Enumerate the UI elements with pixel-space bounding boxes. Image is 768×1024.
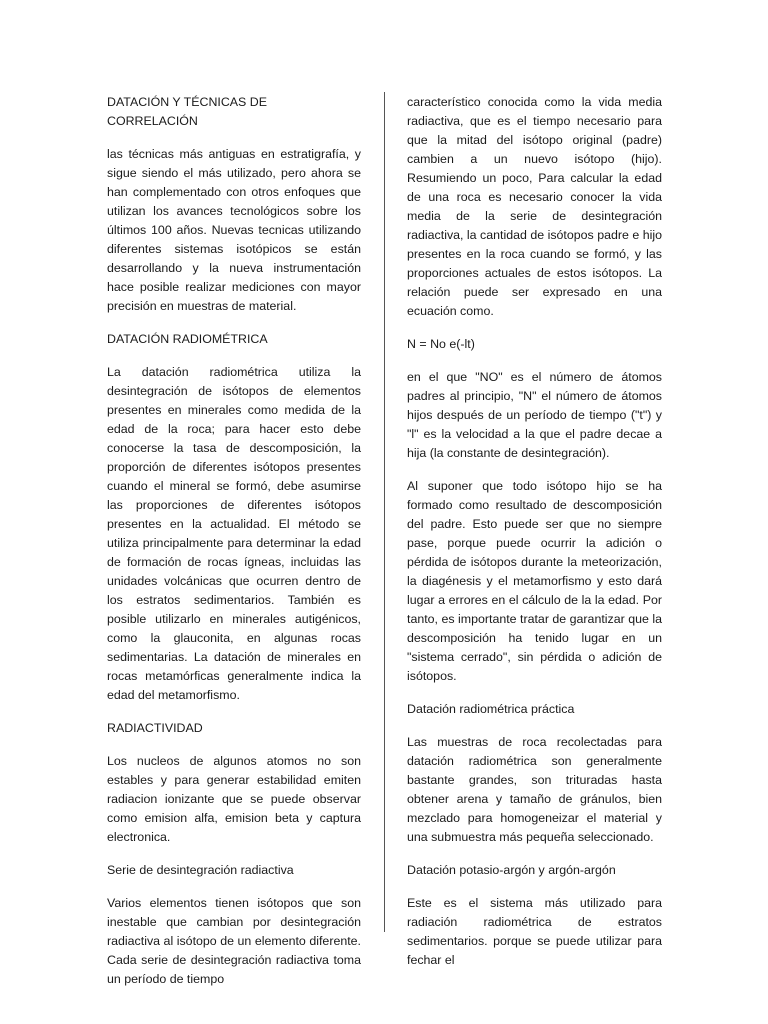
column-divider — [384, 92, 385, 932]
paragraph: en el que "NO" es el número de átomos padres al principio, "N" el número de átomos hijos después de un período de tiempo ("t") y "l" es la velocidad a la que el padre decae a hija (la constante de desintegración). — [407, 370, 662, 460]
paragraph: La datación radiométrica utiliza la desintegración de isótopos de elementos presentes en minerales como medida de la edad de la roca; para hacer esto debe conocerse la tasa de descomposición, la proporción de diferentes isótopos presentes cuando el mineral se formó, debe asumirse las proporciones de diferentes isótopos presentes en la actualidad. El método se utiliza principalmente para determinar la edad de formación de rocas ígneas, incluidas las unidades volcánicas que ocurren dentro de los estratos sedimentarios. También es posible utilizarlo en minerales autigénicos, como la glauconita, en algunas rocas sedimentarias. La datación de minerales en rocas metamórficas generalmente indica la edad del metamorfismo. — [107, 365, 361, 702]
section-heading-radiometrica: DATACIÓN RADIOMÉTRICA — [107, 332, 268, 346]
section-heading-radiactividad: RADIACTIVIDAD — [107, 721, 203, 735]
paragraph: característico conocida como la vida media radiactiva, que es el tiempo necesario para que la mitad del isótopo original (padre) cambien a un nuevo isótopo (hijo). Resumiendo un poco, Para calcular la edad de una roca es necesario conocer la vida media de la serie de desintegración radiactiva, la cantidad de isótopos padre e hijo presentes en la roca cuando se formó, y las proporciones actuales de estos isótopos. La relación puede ser expresado en una ecuación como. — [407, 95, 662, 318]
right-column — [407, 93, 662, 984]
section-heading-potasio-argon: Datación potasio-argón y argón-argón — [407, 863, 616, 877]
left-column — [107, 93, 361, 1003]
paragraph: Varios elementos tienen isótopos que son inestable que cambian por desintegración radiactiva al isótopo de un elemento diferente. Cada serie de desintegración radiactiva toma un período de tiempo — [107, 896, 361, 986]
paragraph: las técnicas más antiguas en estratigrafía, y sigue siendo el más utilizado, pero ahora se han complementado con otros enfoques que utilizan los avances tecnológicos sobre los últimos 100 años. Nuevas tecnicas utilizando diferentes sistemas isotópicos se están desarrollando y la nueva instrumentación hace posible realizar mediciones con mayor precisión en muestras de material. — [107, 147, 361, 313]
paragraph: Este es el sistema más utilizado para radiación radiométrica de estratos sedimentarios. porque se puede utilizar para fechar el — [407, 896, 662, 967]
paragraph: Las muestras de roca recolectadas para datación radiométrica son generalmente bastante grandes, son trituradas hasta obtener arena y tamaño de gránulos, bien mezclado para homogeneizar el material y una submuestra más pequeña seleccionado. — [407, 735, 662, 844]
section-heading-serie: Serie de desintegración radiactiva — [107, 863, 294, 877]
paragraph: Los nucleos de algunos atomos no son estables y para generar estabilidad emiten radiacion ionizante que se puede observar como emision alfa, emision beta y captura electronica. — [107, 754, 361, 844]
section-heading-practica: Datación radiométrica práctica — [407, 702, 575, 716]
paragraph: Al suponer que todo isótopo hijo se ha formado como resultado de descomposición del padre. Esto puede ser que no siempre pase, porque puede ocurrir la adición o pérdida de isótopos durante la meteorización, la diagénesis y el metamorfismo y esto dará lugar a errores en el cálculo de la la edad. Por tanto, es importante tratar de garantizar que la descomposición ha tenido lugar en un "sistema cerrado", sin pérdida o adición de isótopos. — [407, 479, 662, 683]
section-heading-correlacion: DATACIÓN Y TÉCNICAS DE CORRELACIÓN — [107, 95, 267, 128]
decay-equation: N = No e(-lt) — [407, 337, 475, 351]
